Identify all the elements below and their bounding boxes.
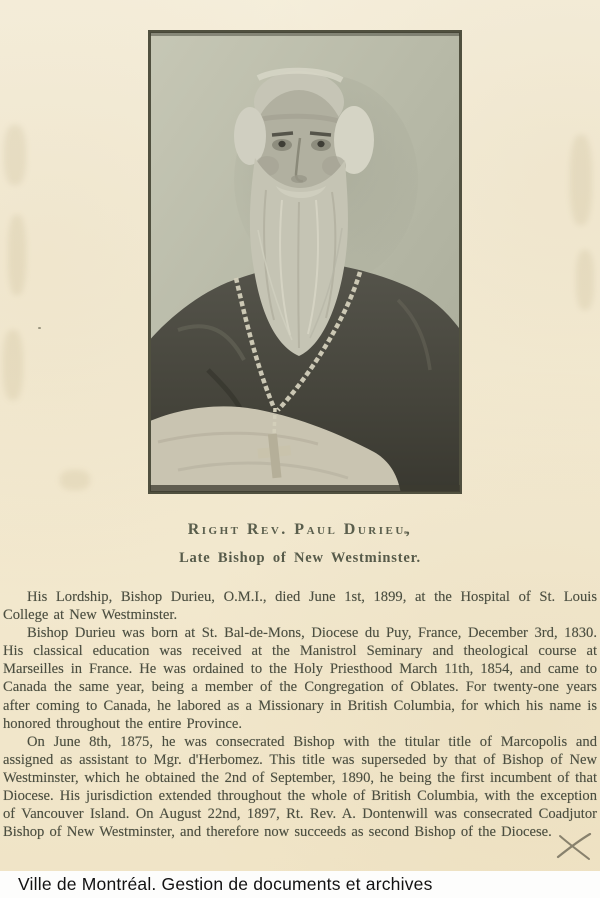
- bleed-through-stain: [8, 215, 26, 295]
- obituary-paragraph-3: On June 8th, 1875, he was consecrated Bishop with the titular title of Marcopolis and assigned as assistant to Mgr. d'Herbomez. This title was superseded by that of Bishop of New Westminster, which he obtained the 2nd of September, 1890, he being the first incumbent of that Diocese. His jurisdiction extended throughout the whole of British Columbia, with the exception of Vancouver Island. On August 22nd, 1897, Rt. Rev. A. Dontenwill was consecrated Coadjutor Bishop of New Westminster, and therefore now succeeds as second Bishop of the Diocese.: [3, 733, 597, 841]
- archive-footer-label: Ville de Montréal. Gestion de documents et archives: [18, 874, 433, 894]
- obituary-text: [0, 588, 600, 841]
- bleed-through-stain: [3, 330, 23, 400]
- bishop-portrait-image: [148, 30, 462, 494]
- obituary-paragraph-1: His Lordship, Bishop Durieu, O.M.I., died June 1st, 1899, at the Hospital of St. Louis College at New Westminster.: [3, 589, 597, 624]
- portrait-photo: [148, 30, 462, 494]
- photo-caption-title: Right Rev. Paul Durieu,: [187, 521, 413, 538]
- paper-speck: [38, 327, 41, 329]
- photo-caption: [0, 521, 600, 567]
- bleed-through-stain: [570, 135, 592, 225]
- photo-caption-subtitle: Late Bishop of New Westminster.: [179, 550, 421, 566]
- obituary-paragraph-2: Bishop Durieu was born at St. Bal-de-Mons, Diocese du Puy, France, December 3rd, 1830. His classical education was received at the Manistrol Seminary and theological course at Marseilles in France. He was ordained to the Holy Priesthood March 11th, 1854, and came to Canada the same year, being a member of the Congregation of Oblates. For twenty-one years after coming to Canada, he labored as a Missionary in British Columbia, for which his name is honored throughout the entire Province.: [3, 625, 597, 732]
- bleed-through-stain: [4, 125, 26, 185]
- handwritten-x-mark: [556, 833, 592, 861]
- bleed-through-stain: [60, 470, 90, 490]
- bleed-through-stain: [576, 250, 594, 310]
- archive-footer-bar: [0, 871, 600, 898]
